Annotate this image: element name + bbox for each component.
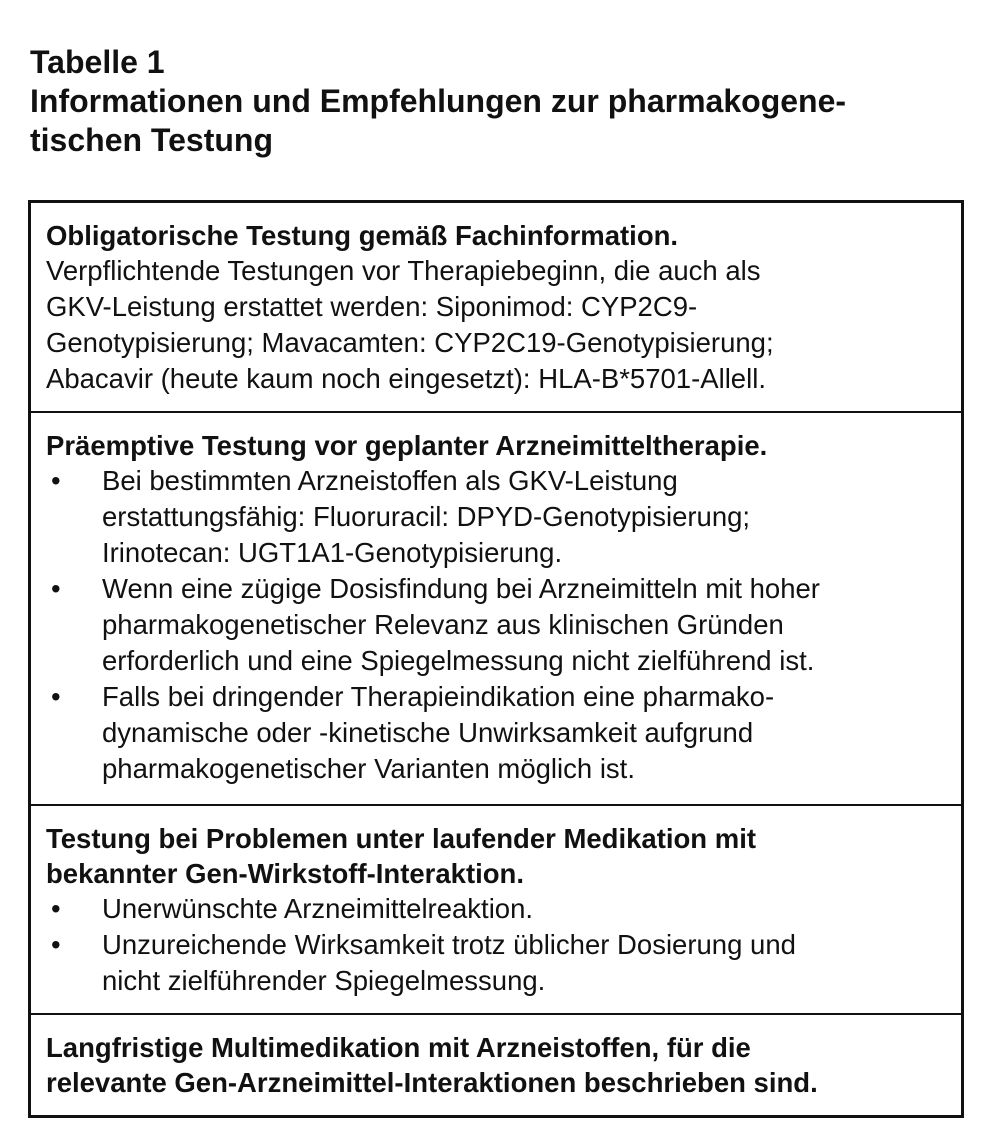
heading-line: Langfristige Multimedikation mit Arzneistoffen, für die bbox=[46, 1032, 751, 1063]
info-table bbox=[28, 200, 964, 1118]
section-heading bbox=[46, 1030, 946, 1100]
bullet-icon: • bbox=[51, 893, 61, 924]
item-line: pharmakogenetischer Relevanz aus klinischen Gründen bbox=[102, 609, 784, 640]
table-label: Tabelle 1 bbox=[30, 44, 165, 80]
body-line: Abacavir (heute kaum noch eingesetzt): HLA‑B*5701‑Allell. bbox=[46, 363, 766, 394]
item-line: Falls bei dringender Therapieindikation eine pharmako- bbox=[102, 681, 775, 712]
heading-line: relevante Gen-Arzneimittel-Interaktionen beschrieben sind. bbox=[46, 1067, 818, 1098]
body-line: Genotypisierung; Mavacamten: CYP2C19-Genotypisierung; bbox=[46, 327, 774, 358]
list-item bbox=[46, 571, 946, 679]
section-problem-testing bbox=[31, 804, 961, 999]
table-title-line-2: tischen Testung bbox=[30, 122, 273, 158]
bullet-icon: • bbox=[51, 465, 61, 496]
item-line: nicht zielführender Spiegelmessung. bbox=[102, 965, 546, 996]
item-line: dynamische oder -kinetische Unwirksamkeit aufgrund bbox=[102, 717, 754, 748]
section-body bbox=[46, 253, 946, 397]
bullet-list bbox=[46, 463, 946, 787]
section-heading: Präemptive Testung vor geplanter Arzneimitteltherapie. bbox=[46, 430, 768, 461]
bullet-list bbox=[46, 891, 946, 999]
bullet-icon: • bbox=[51, 573, 61, 604]
list-item bbox=[46, 927, 946, 999]
list-item bbox=[46, 891, 946, 927]
item-line: erforderlich und eine Spiegelmessung nicht zielführend ist. bbox=[102, 645, 815, 676]
item-line: Unerwünschte Arzneimittelreaktion. bbox=[102, 893, 534, 924]
section-preemptive-testing bbox=[31, 411, 961, 787]
table-title-line-1: Informationen und Empfehlungen zur pharmakogene- bbox=[30, 83, 847, 119]
table-caption bbox=[30, 43, 975, 160]
heading-line: Testung bei Problemen unter laufender Medikation mit bbox=[46, 823, 756, 854]
list-item bbox=[46, 679, 946, 787]
item-line: pharmakogenetischer Varianten möglich ist. bbox=[102, 753, 635, 784]
bullet-icon: • bbox=[51, 681, 61, 712]
item-line: Wenn eine zügige Dosisfindung bei Arzneimitteln mit hoher bbox=[102, 573, 820, 604]
bullet-icon: • bbox=[51, 929, 61, 960]
section-heading: Obligatorische Testung gemäß Fachinformation. bbox=[46, 220, 679, 251]
item-line: Unzureichende Wirksamkeit trotz üblicher Dosierung und bbox=[102, 929, 796, 960]
item-line: Irinotecan: UGT1A1-Genotypisierung. bbox=[102, 537, 563, 568]
section-long-term-polypharmacy bbox=[31, 1013, 961, 1100]
item-line: erstattungsfähig: Fluoruracil: DPYD-Genotypisierung; bbox=[102, 501, 751, 532]
heading-line: bekannter Gen-Wirkstoff-Interaktion. bbox=[46, 858, 525, 889]
item-line: Bei bestimmten Arzneistoffen als GKV-Leistung bbox=[102, 465, 678, 496]
body-line: Verpflichtende Testungen vor Therapiebeginn, die auch als bbox=[46, 255, 761, 286]
list-item bbox=[46, 463, 946, 571]
section-heading bbox=[46, 821, 946, 891]
body-line: GKV-Leistung erstattet werden: Siponimod: CYP2C9- bbox=[46, 291, 698, 322]
section-obligatory-testing bbox=[31, 218, 961, 397]
